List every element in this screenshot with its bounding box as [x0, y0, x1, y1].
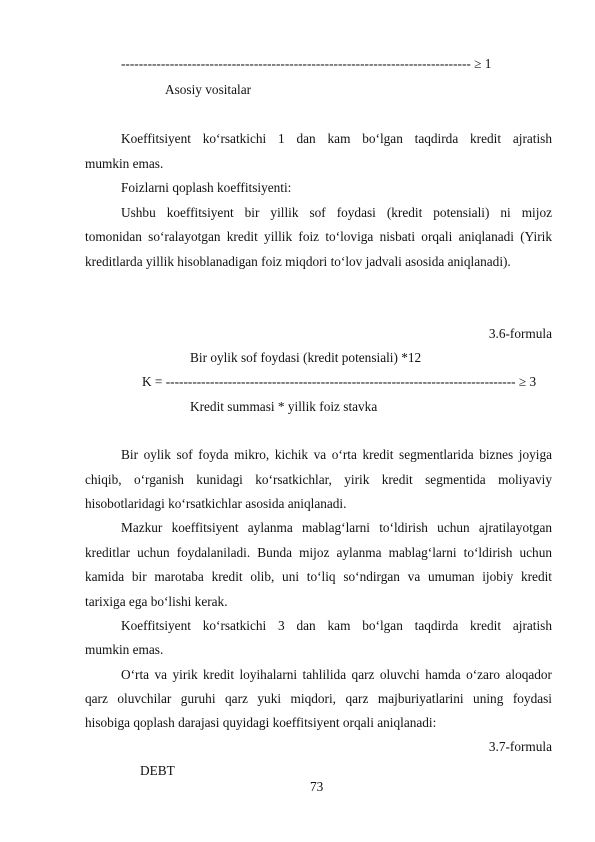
formula-dashes: -------------------------------------------------------------------------------: [165, 374, 516, 389]
para6-line1: O‘rta va yirik kredit loyihalarni tahlilida qarz oluvchi hamda o‘zaro aloqador: [121, 667, 552, 682]
formula-numerator: Bir oylik sof foydasi (kredit potensiali) *12: [190, 350, 422, 365]
formula-label-3-6: 3.6-formula: [488, 326, 552, 341]
para3-line2: chiqib, o‘rganish kunidagi ko‘rsatkichlar, yirik kredit segmentida moliyaviy: [85, 472, 552, 487]
debt-label: DEBT: [140, 763, 175, 778]
para1-line2: mumkin emas.: [85, 156, 164, 171]
formula-denominator: Kredit summasi * yillik foiz stavka: [190, 399, 378, 414]
fraction-relation: ≥ 1: [474, 56, 492, 71]
para5-line1: Koeffitsiyent ko‘rsatkichi 3 dan kam bo‘lgan taqdirda kredit ajratish: [121, 618, 552, 633]
para2-line2: tomonidan so‘ralayotgan kredit yillik foiz to‘loviga nisbati orqali aniqlanadi (Yirik: [85, 229, 552, 244]
para4-line2: kreditlar uchun foydalaniladi. Bunda mijoz aylanma mablag‘larni to‘ldirish uchun: [85, 545, 552, 560]
para2-line1: Ushbu koeffitsiyent bir yillik sof foydasi (kredit potensiali) ni mijoz: [121, 205, 552, 220]
formula-lhs: K =: [142, 374, 166, 389]
para4-line1: Mazkur koeffitsiyent aylanma mablag‘larni to‘ldirish uchun ajratilayotgan: [121, 520, 552, 535]
para6-line2: qarz oluvchilar guruhi qarz yuki miqdori, qarz majburiyatlarini uning foydasi: [85, 691, 552, 706]
para3-line3: hisobotlaridagi ko‘rsatkichlar asosida aniqlanadi.: [85, 496, 347, 511]
formula-relation: ≥ 3: [518, 374, 537, 389]
para2-line3: kreditlarda yillik hisoblanadigan foiz miqdori to‘lov jadvali asosida aniqlanadi).: [85, 254, 511, 269]
page-number: 73: [310, 779, 324, 794]
fraction-denominator: Asosiy vositalar: [165, 82, 252, 97]
para1-line1: Koeffitsiyent ko‘rsatkichi 1 dan kam bo‘lgan taqdirda kredit ajratish: [121, 131, 552, 146]
formula-main-line: [142, 374, 536, 389]
para5-line2: mumkin emas.: [85, 642, 164, 657]
para3-line1: Bir oylik sof foyda mikro, kichik va o‘rta kredit segmentlarida biznes joyiga: [121, 447, 552, 462]
para4-line4: tarixiga ega bo‘lishi kerak.: [85, 594, 228, 609]
section-heading: Foizlarni qoplash koeffitsiyenti:: [121, 180, 292, 195]
fraction-bar-top: [121, 56, 491, 71]
fraction-dashes: -------------------------------------------------------------------------------: [121, 56, 471, 71]
para4-line3: kamida bir marotaba kredit olib, uni to‘liq so‘ndirgan va umuman ijobiy kredit: [85, 569, 552, 584]
formula-label-3-7: 3.7-formula: [488, 739, 552, 754]
para6-line3: hisobiga qoplash darajasi quyidagi koeffitsiyent orqali aniqlanadi:: [85, 715, 437, 730]
